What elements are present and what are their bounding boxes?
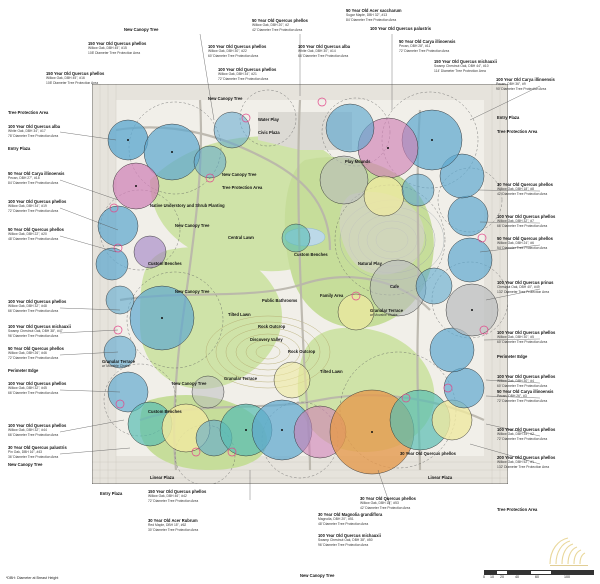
annotation-title: 50 Year Old Carya illinoensis: [399, 39, 456, 44]
annotation-subtext: 96' Diameter Tree Protection Area: [8, 333, 59, 338]
annotation-title: 100 Year Old Quercus phellos: [8, 381, 67, 386]
annotation-subtext: 60' Diameter Tree Protection Area: [497, 339, 548, 344]
quercus-primus-100yr-right: [497, 281, 553, 294]
perimeter-edge-left: [8, 369, 38, 373]
new-canopy-tree-mid-b: [175, 224, 209, 228]
annotation-subtext: 54' Diameter Tree Protection Area: [497, 245, 548, 250]
new-canopy-tree-bottom: [300, 574, 334, 578]
annotation-subtext: Sugar Maple, DBH 32", #13: [346, 13, 388, 18]
annotation-subtext: 132' Diameter Tree Protection Area: [497, 289, 550, 294]
annotation-title: 100 Year Old Quercus phellos: [497, 214, 556, 219]
carya-illinoensis-100yr-right: [496, 78, 555, 91]
annotation-title: Perimeter Edge: [497, 354, 528, 359]
granular-terrace-movable: [370, 309, 403, 318]
annotation-subtext: 60' Diameter Tree Protection Area: [497, 383, 548, 388]
annotation-title: Water Play: [258, 117, 279, 122]
quercus-palustris-30yr-left: [8, 446, 67, 459]
annotation-subtext: Pecan, DBH 36", #9: [496, 82, 526, 87]
quercus-michauxii-150yr-top: [434, 60, 497, 73]
quercus-phellos-100yr-left-b: [8, 300, 66, 313]
annotation-subtext: 72' Diameter Tree Protection Area: [399, 48, 450, 53]
linear-plaza-left: [150, 476, 174, 480]
annotation-title: 50 Year Old Quercus phellos: [252, 18, 308, 23]
quercus-phellos-100yr-b: [208, 45, 266, 58]
annotation-subtext: Willow Oak, DBH 32", #7: [497, 219, 534, 224]
scale-tick: 60: [535, 575, 539, 579]
annotation-title: Natural Play: [358, 261, 382, 266]
annotation-subtext: Pin Oak, DBH 16", #43: [8, 450, 43, 455]
annotation-title: 150 Year Old Quercus phellos: [46, 71, 105, 76]
tree-protection-area-bottom-right: [497, 508, 537, 512]
annotation-title: 200 Year Old Quercus phellos: [497, 455, 556, 460]
granular-terrace-movable-2: [102, 360, 135, 369]
quercus-phellos-50yr-left-b: [8, 347, 64, 360]
annotation-title: 100 Year Old Quercus phellos: [208, 44, 267, 49]
new-canopy-tree-top-left: [124, 28, 158, 32]
quercus-michauxii-100yr-bottom: [318, 534, 381, 547]
quercus-phellos-50yr-right-a: [497, 237, 553, 250]
annotation-subtext: 60' Diameter Tree Protection Area: [208, 53, 259, 58]
annotation-subtext: 108' Diameter Tree Protection Area: [46, 80, 99, 85]
quercus-phellos-100yr-left-a: [8, 200, 66, 213]
annotation-title: 100 Year Old Quercus phellos: [8, 423, 67, 428]
annotation-title: 50 Year Old Quercus phellos: [8, 227, 64, 232]
annotation-title: Native Understory and Shrub Planting: [150, 203, 225, 208]
scale-tick: 40: [515, 575, 519, 579]
annotation-title: 50 Year Old Carya illinoensis: [8, 171, 65, 176]
annotation-title: 30 Year Old Acer Rubrum: [148, 518, 198, 523]
annotation-subtext: 66' Diameter Tree Protection Area: [8, 432, 59, 437]
annotation-title: Perimeter Edge: [8, 368, 39, 373]
quercus-phellos-50yr-top: [252, 19, 308, 32]
annotation-title: 100 Year Old Quercus michauxii: [8, 324, 71, 329]
annotation-subtext: Red Maple, DBH 15", #62: [148, 523, 187, 528]
annotation-subtext: 72' Diameter Tree Protection Area: [8, 208, 59, 213]
annotation-title: Cafe: [390, 284, 399, 289]
annotation-title: 100 Year Old Quercus phellos: [497, 330, 556, 335]
annotation-title: 100 Year Old Quercus phellos: [8, 299, 67, 304]
annotation-title: 100 Year Old Quercus phellos: [497, 427, 556, 432]
annotation-subtext: Willow Oak, DBH 30", #5: [497, 335, 534, 340]
annotation-title: 30 Year Old Quercus palustris: [8, 445, 67, 450]
annotation-title: Play Mounds: [345, 159, 371, 164]
annotation-subtext: Willow Oak, DBH 34", #19: [8, 204, 47, 209]
annotation-title: 150 Year Old Quercus phellos: [88, 41, 147, 46]
annotation-title: Rock Outcrop: [258, 324, 286, 329]
annotation-subtext: 78' Diameter Tree Protection Area: [8, 133, 59, 138]
annotation-title: Civic Plaza: [258, 130, 280, 135]
acer-rubrum-30yr: [148, 519, 198, 532]
annotation-title: 100 Year Old Quercus alba: [8, 124, 61, 129]
quercus-phellos-50yr-left-a: [8, 228, 64, 241]
annotation-title: Entry Plaza: [8, 146, 31, 151]
discovery-valley: [250, 338, 283, 342]
annotation-subtext: Willow Oak, DBH 45", #16: [46, 76, 85, 81]
annotation-title: Entry Plaza: [100, 491, 123, 496]
annotation-subtext: 72' Diameter Tree Protection Area: [8, 355, 59, 360]
quercus-phellos-100yr-right-c: [497, 375, 555, 388]
annotation-title: Granular Terrace: [370, 308, 404, 313]
entry-plaza-bottom-left: [100, 492, 122, 496]
annotation-subtext: 132' Diameter Tree Protection Area: [497, 464, 550, 469]
annotation-subtext: Willow Oak, DBH 22", #20: [8, 232, 47, 237]
carya-illinoensis-50yr-left: [8, 172, 64, 185]
natural-play: [358, 262, 382, 266]
quercus-phellos-150yr-a: [88, 42, 146, 55]
annotation-title: 100 Year Old Quercus phellos: [497, 374, 556, 379]
quercus-phellos-100yr-right-d: [497, 428, 555, 441]
annotation-subtext: 72' Diameter Tree Protection Area: [497, 436, 548, 441]
annotation-subtext: 108' Diameter Tree Protection Area: [88, 50, 141, 55]
annotation-subtext: Swamp Chestnut Oak, DBH 44", #10: [434, 64, 489, 69]
annotation-title: 100 Year Old Quercus michauxii: [318, 533, 381, 538]
annotation-subtext: 30' Diameter Tree Protection Area: [148, 527, 199, 532]
annotation-title: New Canopy Tree: [222, 172, 257, 177]
annotation-subtext: 48' Diameter Tree Protection Area: [318, 521, 369, 526]
annotation-title: New Canopy Tree: [172, 381, 207, 386]
annotation-title: New Canopy Tree: [300, 573, 335, 578]
play-mounds: [345, 160, 370, 164]
annotation-title: New Canopy Tree: [208, 96, 243, 101]
quercus-palustris-100yr-top: [370, 27, 431, 31]
new-canopy-tree-mid-d: [172, 382, 206, 386]
annotation-subtext: 42' Diameter Tree Protection Area: [252, 27, 303, 32]
annotation-subtext: 96' Diameter Tree Protection Area: [318, 542, 369, 547]
quercus-michauxii-100yr-left: [8, 325, 71, 338]
tree-protection-area-left-1: [8, 111, 48, 115]
annotation-subtext: 66' Diameter Tree Protection Area: [8, 390, 59, 395]
annotation-title: Tree Protection Area: [222, 185, 263, 190]
annotation-title: Tilted Lawn: [228, 312, 251, 317]
annotation-subtext: Pecan, DBH 27", #18: [8, 176, 40, 181]
annotation-subtext: 72' Diameter Tree Protection Area: [497, 398, 548, 403]
annotation-subtext: Willow Oak, DBH 52", #1: [497, 460, 534, 465]
annotation-subtext: 114' Diameter Tree Protection Area: [434, 68, 486, 73]
annotation-title: New Canopy Tree: [175, 223, 210, 228]
annotation-title: Linear Plaza: [428, 475, 453, 480]
annotation-subtext: Swamp Chestnut Oak, DBH 38", #47: [8, 329, 63, 334]
annotation-subtext: Willow Oak, DBH 24", #6: [497, 241, 534, 246]
perimeter-edge-right: [497, 355, 527, 359]
annotation-subtext: 72' Diameter Tree Protection Area: [148, 498, 199, 503]
annotation-subtext: 84' Diameter Tree Protection Area: [8, 180, 59, 185]
granular-terrace-c: [224, 377, 257, 381]
annotation-title: 100 Year Old Quercus palustris: [370, 26, 432, 31]
annotation-subtext: Willow Oak, DBH 45", #15: [88, 46, 127, 51]
annotation-subtext: w/ Movable Chairs: [370, 313, 398, 318]
quercus-phellos-30yr-lower: [400, 452, 456, 456]
annotation-subtext: Willow Oak, DBH 32", #45: [8, 386, 47, 391]
tilted-lawn-a: [228, 313, 251, 317]
annotation-title: 100 Year Old Quercus phellos: [218, 67, 277, 72]
annotation-subtext: 48' Diameter Tree Protection Area: [8, 236, 59, 241]
annotation-title: New Canopy Tree: [124, 27, 159, 32]
annotation-subtext: 90' Diameter Tree Protection Area: [496, 86, 547, 91]
annotation-subtext: Willow Oak, DBH 18", #8: [497, 187, 534, 192]
annotation-title: 100 Year Old Quercus alba: [298, 44, 351, 49]
annotation-title: Tree Protection Area: [497, 507, 538, 512]
annotation-subtext: Willow Oak, DBH 30", #22: [208, 49, 247, 54]
annotation-title: 50 Year Old Acer saccharum: [346, 8, 402, 13]
scale-tick: 0: [483, 575, 485, 579]
annotation-subtext: 66' Diameter Tree Protection Area: [298, 53, 349, 58]
annotation-subtext: Willow Oak, DBH 20", #2: [252, 23, 289, 28]
annotation-title: Public Bathrooms: [262, 298, 298, 303]
annotation-subtext: 36' Diameter Tree Protection Area: [8, 454, 59, 459]
scale-tick: 20: [500, 575, 504, 579]
annotation-subtext: 66' Diameter Tree Protection Area: [8, 308, 59, 313]
native-understory: [150, 204, 225, 208]
annotation-subtext: Willow Oak, DBH 32", #48: [8, 304, 47, 309]
cafe: [390, 285, 399, 289]
annotation-title: Tree Protection Area: [8, 110, 49, 115]
new-canopy-tree-upper-mid: [208, 97, 242, 101]
annotation-title: Central Lawn: [228, 235, 254, 240]
central-lawn: [228, 236, 254, 240]
annotation-title: Rock Outcrop: [288, 349, 316, 354]
annotation-subtext: Willow Oak, DBH 34", #2: [497, 432, 534, 437]
quercus-phellos-30yr-bottom: [360, 497, 416, 510]
custom-benches-left: [148, 262, 182, 266]
annotation-title: 100 Year Old Quercus prinus: [497, 280, 554, 285]
annotation-title: Family Area: [320, 293, 344, 298]
annotation-title: Tree Protection Area: [497, 129, 538, 134]
water-play: [258, 118, 279, 122]
annotation-subtext: 84' Diameter Tree Protection Area: [346, 17, 397, 22]
quercus-phellos-100yr-right-b: [497, 331, 555, 344]
annotation-subtext: White Oak, DBH 34", #17: [8, 129, 46, 134]
annotation-subtext: Swamp Chestnut Oak, DBH 38", #50: [318, 538, 373, 543]
tree-protection-area-right-1: [497, 130, 537, 134]
annotation-subtext: Chestnut Oak, DBH 40", #49: [497, 285, 540, 290]
entry-plaza-top-right: [497, 116, 519, 120]
scale-tick: 100: [564, 575, 570, 579]
annotation-title: 50 Year Old Quercus phellos: [497, 236, 553, 241]
magnolia-grandiflora-30yr: [318, 513, 382, 526]
carya-illinoensis-50yr-right: [497, 390, 553, 403]
annotation-title: Granular Terrace: [102, 359, 136, 364]
annotation-title: 150 Year Old Quercus michauxii: [434, 59, 497, 64]
entry-plaza-left: [8, 147, 30, 151]
acer-saccharum-50yr-top: [346, 9, 402, 22]
tree-protection-area-mid: [222, 186, 262, 190]
annotation-subtext: 42' Diameter Tree Protection Area: [360, 505, 411, 510]
annotation-title: 30 Year Old Quercus phellos: [400, 451, 456, 456]
linear-plaza-right: [428, 476, 452, 480]
annotation-subtext: w/ Movable Chairs: [102, 364, 130, 369]
new-canopy-tree-mid-c: [175, 290, 209, 294]
annotation-subtext: Willow Oak, DBH 32", #44: [8, 428, 47, 433]
annotation-title: 30 Year Old Magnolia grandiflora: [318, 512, 383, 517]
annotation-subtext: Willow Oak, DBH 30", #4: [497, 379, 534, 384]
family-area: [320, 294, 343, 298]
quercus-phellos-100yr-c: [218, 68, 276, 81]
quercus-phellos-150yr-bottom: [148, 490, 206, 503]
annotation-title: Linear Plaza: [150, 475, 175, 480]
annotation-title: 50 Year Old Carya illinoensis: [497, 389, 554, 394]
annotation-subtext: White Oak, DBH 30", #14: [298, 49, 336, 54]
tilted-lawn-b: [320, 370, 343, 374]
annotation-title: Custom Benches: [148, 409, 182, 414]
annotation-title: New Canopy Tree: [8, 462, 43, 467]
firm-logo: [546, 534, 592, 568]
civic-plaza: [258, 131, 280, 135]
annotation-title: 100 Year Old Carya illinoensis: [496, 77, 555, 82]
annotation-subtext: Willow Oak, DBH 34", #21: [218, 72, 257, 77]
carya-illinoensis-50yr-top: [399, 40, 455, 53]
annotation-subtext: Willow Oak, DBH 46", #42: [148, 494, 187, 499]
annotation-subtext: Pecan, DBH 26", #3: [497, 394, 527, 399]
annotation-title: Custom Benches: [294, 252, 328, 257]
annotation-subtext: 72' Diameter Tree Protection Area: [218, 76, 269, 81]
quercus-phellos-200yr-right: [497, 456, 555, 469]
quercus-phellos-150yr-left: [46, 72, 104, 85]
annotation-title: Custom Benches: [148, 261, 182, 266]
annotation-title: 150 Year Old Quercus phellos: [148, 489, 207, 494]
rock-outcrop-b: [288, 350, 315, 354]
new-canopy-tree-mid-a: [222, 173, 256, 177]
annotation-subtext: Willow Oak, DBH 18", #53: [360, 501, 399, 506]
annotation-title: Discovery Valley: [250, 337, 283, 342]
annotation-title: Tilted Lawn: [320, 369, 343, 374]
annotation-subtext: 42' Diameter Tree Protection Area: [497, 191, 548, 196]
annotation-title: 30 Year Old Quercus phellos: [497, 182, 553, 187]
footnote: *DBH: Diameter at Breast Height: [6, 576, 59, 580]
annotation-subtext: 66' Diameter Tree Protection Area: [497, 223, 548, 228]
scale-bar-segments: [484, 570, 594, 575]
annotation-title: 50 Year Old Quercus phellos: [8, 346, 64, 351]
new-canopy-tree-lower-left: [8, 463, 42, 467]
annotation-title: 30 Year Old Quercus phellos: [360, 496, 416, 501]
quercus-phellos-100yr-left-d: [8, 424, 66, 437]
annotation-subtext: Willow Oak, DBH 26", #46: [8, 351, 47, 356]
custom-benches-lower: [148, 410, 182, 414]
scale-tick: 10: [490, 575, 494, 579]
quercus-phellos-100yr-right-a: [497, 215, 555, 228]
rock-outcrop-a: [258, 325, 285, 329]
public-bathrooms: [262, 299, 297, 303]
quercus-phellos-100yr-left-c: [8, 382, 66, 395]
annotation-title: New Canopy Tree: [175, 289, 210, 294]
custom-benches-center: [294, 253, 328, 257]
annotation-subtext: Magnolia, DBH 20", #51: [318, 517, 354, 522]
quercus-alba-100yr-top: [298, 45, 350, 58]
annotation-title: 100 Year Old Quercus phellos: [8, 199, 67, 204]
annotation-title: Granular Terrace: [224, 376, 258, 381]
quercus-phellos-30yr-right: [497, 183, 553, 196]
scale-bar-ticks: [484, 575, 594, 579]
scale-bar: [484, 570, 594, 580]
annotation-title: Entry Plaza: [497, 115, 520, 120]
quercus-alba-100yr-left: [8, 125, 60, 138]
annotation-subtext: Pecan, DBH 28", #11: [399, 44, 431, 49]
